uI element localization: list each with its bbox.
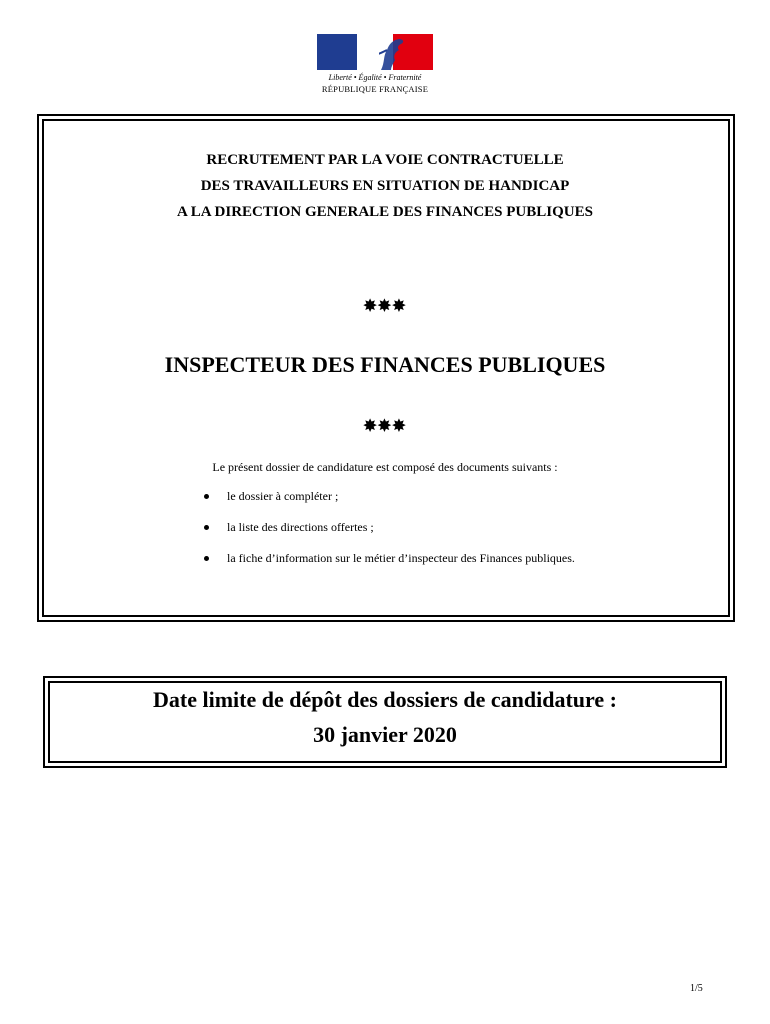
list-item-text: la fiche d’information sur le métier d’inspecteur des Finances publiques. [227,551,575,565]
documents-list [200,488,575,581]
page-title: INSPECTEUR DES FINANCES PUBLIQUES [164,352,606,377]
list-item [200,550,575,581]
list-item-text: la liste des directions offertes ; [227,520,374,534]
header-line-3: A LA DIRECTION GENERALE DES FINANCES PUBLIQUES [177,204,593,220]
page-number: 1/5 [690,983,703,994]
recruitment-header [0,147,770,225]
logo-motto: Liberté • Égalité • Fraternité [328,73,422,82]
bullet-icon [204,556,209,561]
tricolor-flag-icon [317,34,433,70]
logo-republic-name: RÉPUBLIQUE FRANÇAISE [321,84,429,94]
list-item [200,519,575,550]
marianne-profile-icon [379,34,409,70]
deadline-date: 30 janvier 2020 [313,722,457,747]
bullet-icon [204,494,209,499]
bullet-icon [204,525,209,530]
intro-text: Le présent dossier de candidature est composé des documents suivants : [212,460,558,474]
separator-stars-top: ✸✸✸ [363,298,407,315]
separator-stars-bottom: ✸✸✸ [363,418,407,435]
marianne-logo [316,34,434,96]
list-item [200,488,575,519]
deadline-label: Date limite de dépôt des dossiers de candidature : [152,687,618,712]
list-item-text: le dossier à compléter ; [227,489,339,503]
header-line-1: RECRUTEMENT PAR LA VOIE CONTRACTUELLE [206,152,564,168]
header-line-2: DES TRAVAILLEURS EN SITUATION DE HANDICAP [200,178,570,194]
